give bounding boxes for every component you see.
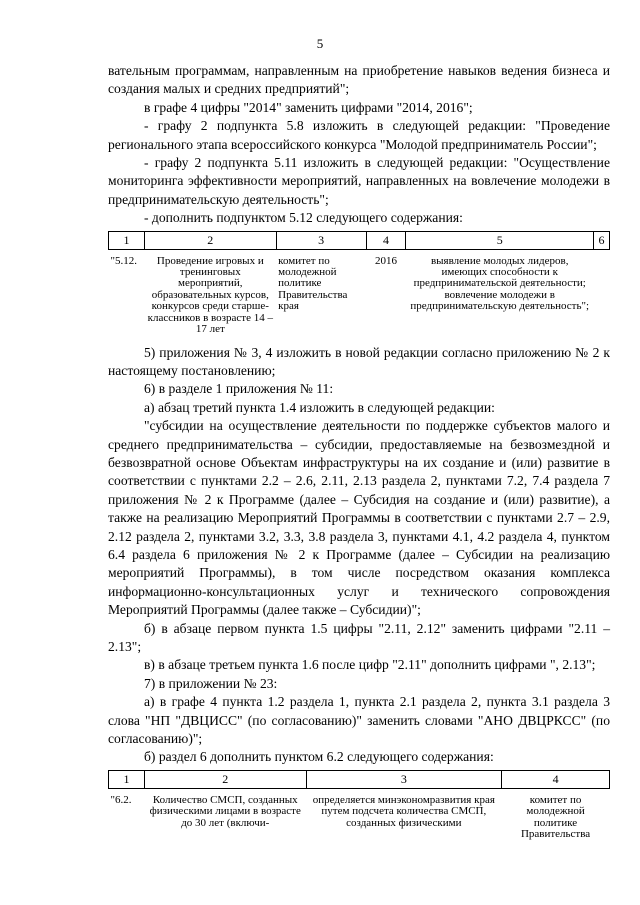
table-cell: 2016 xyxy=(375,254,397,267)
paragraph: в) в абзаце третьем пункта 1.6 после цифр "2.11" дополнить цифрами ", 2.13"; xyxy=(144,657,596,673)
paragraph: - дополнить подпунктом 5.12 следующего содержания: xyxy=(144,210,463,226)
paragraph: "субсидии на осуществление деятельности по поддержке субъектов малого и среднего предпринимательства – субсидии, предоставляемые на безвозмездной и безвозвратной основе Объектам инфраструктуры на их создание и (или) развитие в соответствии с пунктами 2.2 – 2.6, 2.11, 2.13 раздела 2, пунктами 7.2, 7.4 раздела 7 приложения № 2 к Программе (далее – Субсидия на создание и (или) развитие), а также на реализацию Мероприятий Программы в соответствии с пунктами 2.7 – 2.9, 2.12 раздела 2, пунктами 3.2, 3.3, 3.8 раздела 3, пунктами 4.1, 4.2 раздела 4, пунктом 6.4 раздела 6 приложения № 2 к Программе (далее – Субсидии на реализацию мероприятий Программы), в том числе посредством оказания комплекса информационно-консультационных услуг и технического сопровождения Мероприятий Программы (далее также – Субсидии)"; xyxy=(108,418,610,618)
paragraph: 7) в приложении № 23: xyxy=(144,675,278,691)
table-row xyxy=(109,788,610,844)
table-cell xyxy=(593,249,609,339)
table-row xyxy=(109,249,610,339)
paragraph: а) абзац третий пункта 1.4 изложить в следующей редакции: xyxy=(144,399,495,415)
table-subitem-5-12 xyxy=(108,231,610,340)
table-header-cell: 3 xyxy=(276,231,366,249)
table-item-6-2 xyxy=(108,770,610,845)
paragraph: б) раздел 6 дополнить пунктом 6.2 следующего содержания: xyxy=(144,749,494,765)
paragraph: вательным программам, направленным на приобретение навыков ведения бизнеса и создания малых и средних предприятий"; xyxy=(108,63,610,97)
table-cell: определяется минэкономразвития края путем подсчета количества СМСП, созданных физическими xyxy=(312,793,495,829)
table-cell: "5.12. xyxy=(110,254,137,267)
paragraph: 5) приложения № 3, 4 изложить в новой редакции согласно приложению № 2 к настоящему постановлению; xyxy=(108,344,610,378)
table-header-cell: 3 xyxy=(306,770,502,788)
table-header-row xyxy=(109,770,610,788)
table-header-cell: 5 xyxy=(406,231,594,249)
table-cell: выявление молодых лидеров, имеющих способности к предпринимательской деятельности; вовлечение молодежи в предпринимательскую деятельность"; xyxy=(410,254,590,313)
table-header-cell: 1 xyxy=(109,231,145,249)
page-number: 5 xyxy=(316,36,324,51)
table-cell: комитет по молодежной политике Правительства xyxy=(520,793,591,841)
table-header-cell: 2 xyxy=(144,770,306,788)
table-cell: Проведение игровых и тренинговых мероприятий, образовательных курсов, конкурсов среди старше-классников в возрасте 14 – 17 лет xyxy=(147,254,273,336)
paragraph: б) в абзаце первом пункта 1.5 цифры "2.11, 2.12" заменить цифрами "2.11 – 2.13"; xyxy=(108,620,610,654)
paragraph: а) в графе 4 пункта 1.2 раздела 1, пункта 2.1 раздела 2, пункта 3.1 раздела 3 слова "НП "ДВЦИСС" (по согласованию)" заменить словами "АНО ДВЦРКСС" (по согласованию)"; xyxy=(108,694,610,747)
table-header-cell: 1 xyxy=(109,770,145,788)
table-cell: комитет по молодежной политике Правительства края xyxy=(278,254,348,313)
table-header-cell: 6 xyxy=(593,231,609,249)
document-body xyxy=(108,62,610,844)
table-header-cell: 4 xyxy=(502,770,610,788)
table-header-row xyxy=(109,231,610,249)
table-cell: Количество СМСП, созданных физическими лицами в возрасте до 30 лет (включи- xyxy=(149,793,301,829)
table-header-cell: 2 xyxy=(144,231,276,249)
paragraph: 6) в разделе 1 приложения № 11: xyxy=(144,381,334,397)
paragraph: в графе 4 цифры "2014" заменить цифрами "2014, 2016"; xyxy=(144,99,473,115)
paragraph: - графу 2 подпункта 5.8 изложить в следующей редакции: "Проведение регионального этапа всероссийского конкурса "Молодой предприниматель России"; xyxy=(108,118,610,152)
table-header-cell: 4 xyxy=(366,231,406,249)
table-cell: "6.2. xyxy=(110,793,132,806)
paragraph: - графу 2 подпункта 5.11 изложить в следующей редакции: "Осуществление мониторинга эффективности мероприятий, направленных на вовлечение молодежи в предпринимательскую деятельность"; xyxy=(108,155,610,207)
